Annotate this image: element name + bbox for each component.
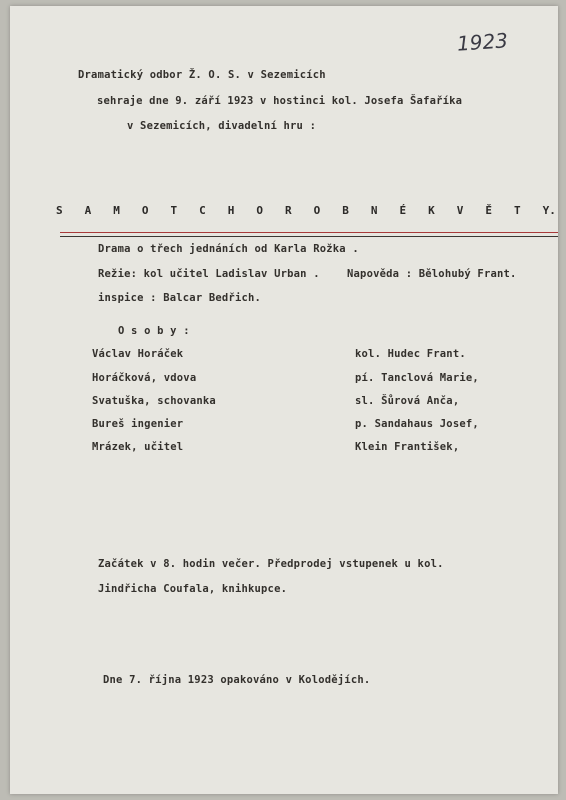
title-letter: A xyxy=(84,204,92,217)
cast-role: Bureš ingenier xyxy=(92,418,184,430)
title-letter: O xyxy=(256,204,263,217)
cast-actor: sl. Šůrová Anča, xyxy=(355,395,460,407)
title-letter: B xyxy=(342,204,349,217)
presale-line: Jindřicha Coufala, knihkupce. xyxy=(98,583,288,595)
title-letter: É xyxy=(399,204,407,217)
title-letter: R xyxy=(285,204,292,217)
title-underline-red xyxy=(60,232,558,233)
title-letter: M xyxy=(113,204,120,217)
title-letter: Y. xyxy=(542,204,556,217)
cast-actor: Klein František, xyxy=(355,441,460,453)
title-letter: T xyxy=(170,204,178,217)
title-letter: O xyxy=(313,204,321,217)
title-letter: V xyxy=(456,204,464,217)
title-letter: O xyxy=(141,204,149,217)
cast-role: Svatuška, schovanka xyxy=(92,395,216,407)
title-letter: S xyxy=(56,204,63,217)
cast-heading: O s o b y : xyxy=(118,325,190,337)
title-letter: Ě xyxy=(485,204,492,217)
header-line-2: sehraje dne 9. září 1923 v hostinci kol. Josefa Šafaříka xyxy=(97,95,463,107)
play-title xyxy=(56,204,556,217)
handwritten-year: 1923 xyxy=(456,28,509,56)
title-letter: K xyxy=(428,204,435,217)
header-line-3: v Sezemicích, divadelní hru : xyxy=(127,120,317,132)
cast-actor: kol. Hudec Frant. xyxy=(355,348,466,360)
header-line-1: Dramatický odbor Ž. O. S. v Sezemicích xyxy=(78,69,326,81)
cast-actor: pí. Tanclová Marie, xyxy=(355,372,479,384)
title-letter: H xyxy=(227,204,235,217)
prompter-line: Napověda : Bělohubý Frant. xyxy=(347,268,517,280)
cast-role: Mrázek, učitel xyxy=(92,441,184,453)
title-underline-black xyxy=(60,236,558,237)
document-page xyxy=(10,6,558,794)
director-line: Režie: kol učitel Ladislav Urban . xyxy=(98,268,320,280)
cast-actor: p. Sandahaus Josef, xyxy=(355,418,479,430)
title-letter: C xyxy=(199,204,206,217)
title-letter: N xyxy=(370,204,378,217)
repeat-performance-line: Dne 7. října 1923 opakováno v Kolodějích. xyxy=(103,674,371,686)
title-letter: T xyxy=(514,204,521,217)
start-time-line: Začátek v 8. hodin večer. Předprodej vstupenek u kol. xyxy=(98,558,444,570)
cast-role: Václav Horáček xyxy=(92,348,184,360)
drama-line: Drama o třech jednáních od Karla Rožka . xyxy=(98,243,359,255)
cast-role: Horáčková, vdova xyxy=(92,372,197,384)
inspice-line: inspice : Balcar Bedřich. xyxy=(98,292,262,304)
